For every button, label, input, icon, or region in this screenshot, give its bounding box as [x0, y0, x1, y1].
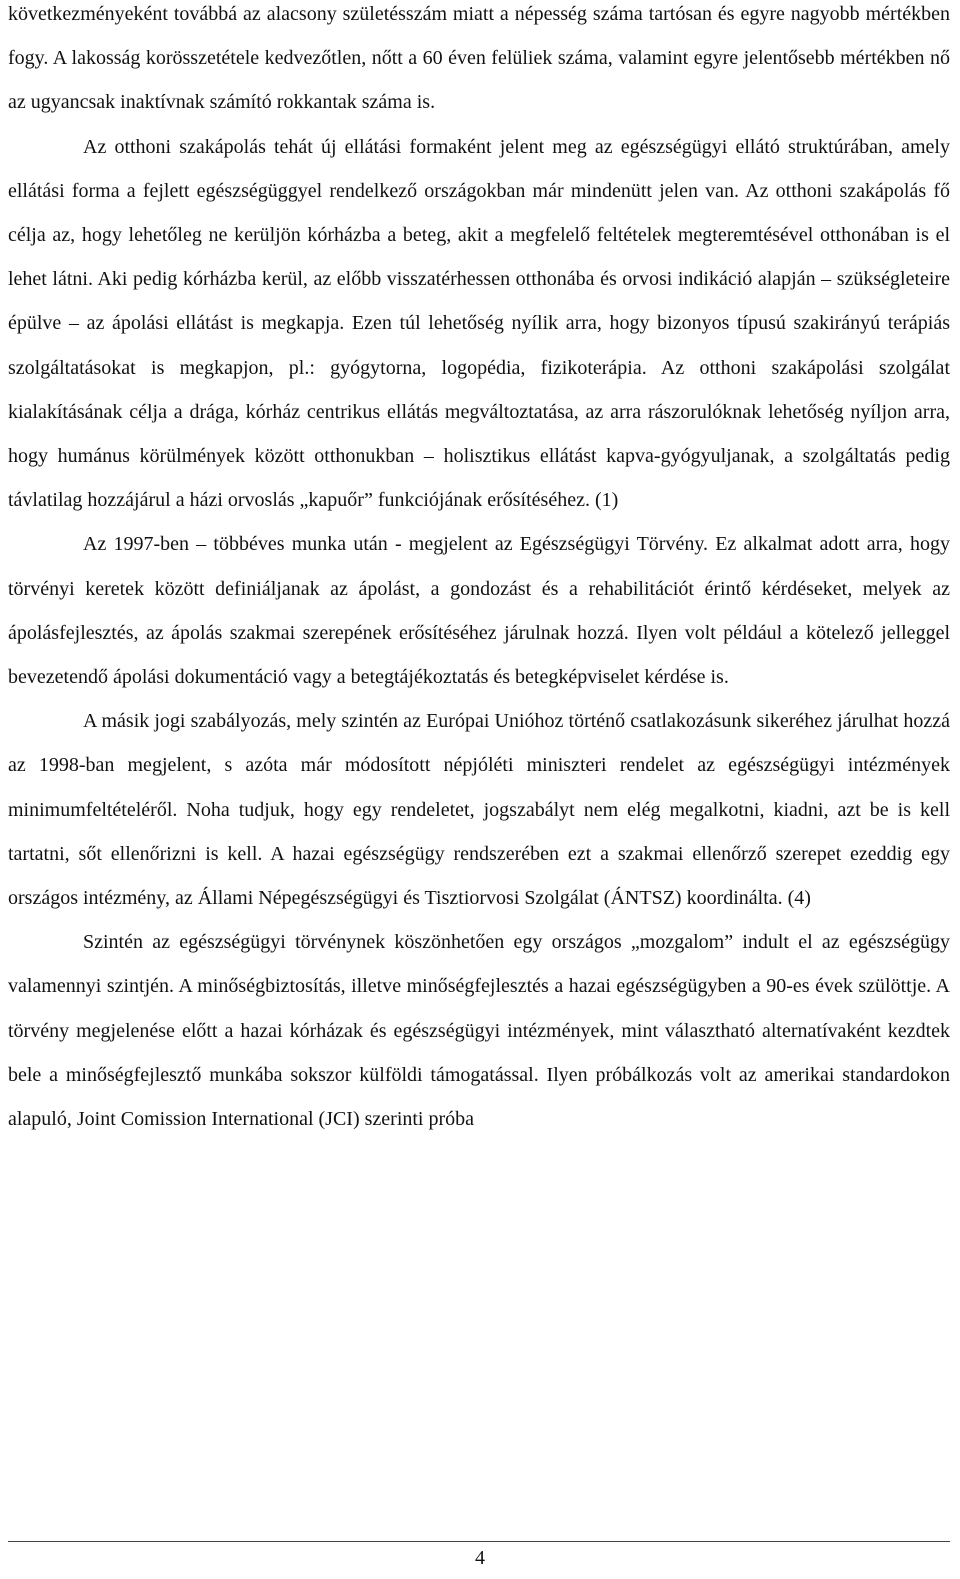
page-number: 4	[475, 1547, 485, 1569]
paragraph-3: Az 1997-ben – többéves munka után - megjelent az Egészségügyi Törvény. Ez alkalmat adott arra, hogy törvényi keretek között definiáljanak az ápolást, a gondozást és a rehabilitációt érintő kérdéseket, melyek az ápolásfejlesztés, az ápolás szakmai szerepének erősítéséhez járulnak hozzá. Ilyen volt például a kötelező jelleggel bevezetendő ápolási dokumentáció vagy a betegtájékoztatás és betegképviselet kérdése is.	[8, 533, 950, 689]
footer-divider	[8, 1541, 950, 1542]
document-page	[8, 0, 950, 1141]
paragraph-5: Szintén az egészségügyi törvénynek köszönhetően egy országos „mozgalom” indult el az egészségügy valamennyi szintjén. A minőségbiztosítás, illetve minőségfejlesztés a hazai egészségügyben a 90-es évek szülöttje. A törvény megjelenése előtt a hazai kórházak és egészségügyi intézmények, mint választható alternatívaként kezdtek bele a minőségfejlesztő munkába sokszor külföldi támogatással. Ilyen próbálkozás volt az amerikai standardokon alapuló, Joint Comission International (JCI) szerinti próba	[8, 931, 950, 1131]
paragraph-2: Az otthoni szakápolás tehát új ellátási formaként jelent meg az egészségügyi ellátó struktúrában, amely ellátási forma a fejlett egészségüggyel rendelkező országokban már mindenütt jelen van. Az otthoni szakápolás fő célja az, hogy lehetőleg ne kerüljön kórházba a beteg, akit a megfelelő feltételek megteremtésével otthonában is el lehet látni. Aki pedig kórházba kerül, az előbb visszatérhessen otthonába és orvosi indikáció alapján – szükségleteire épülve – az ápolási ellátást is megkapja. Ezen túl lehetőség nyílik arra, hogy bizonyos típusú szakirányú terápiás szolgáltatásokat is megkapjon, pl.: gyógytorna, logopédia, fizikoterápia. Az otthoni szakápolási szolgálat kialakításának célja a drága, kórház centrikus ellátás megváltoztatása, az arra rászorulóknak lehetőség nyíljon arra, hogy humánus körülmények között otthonukban – holisztikus ellátást kapva-gyógyuljanak, a szolgáltatás pedig távlatilag hozzájárul a házi orvoslás „kapuőr” funkciójának erősítéséhez. (1)	[8, 135, 950, 512]
paragraph-1: következményeként továbbá az alacsony születésszám miatt a népesség száma tartósan és egyre nagyobb mértékben fogy. A lakosság korösszetétele kedvezőtlen, nőtt a 60 éven felüliek száma, valamint egyre jelentősebb mértékben nő az ugyancsak inaktívnak számító rokkantak száma is.	[8, 3, 950, 114]
paragraph-4: A másik jogi szabályozás, mely szintén az Európai Unióhoz történő csatlakozásunk sikeréhez járulhat hozzá az 1998-ban megjelent, s azóta már módosított népjóléti miniszteri rendelet az egészségügyi intézmények minimumfeltételéről. Noha tudjuk, hogy egy rendeletet, jogszabályt nem elég megalkotni, kiadni, azt be is kell tartatni, sőt ellenőrizni is kell. A hazai egészségügy rendszerében ezt a szakmai ellenőrző szerepet ezeddig egy országos intézmény, az Állami Népegészségügyi és Tisztiorvosi Szolgálat (ÁNTSZ) koordinálta. (4)	[8, 710, 950, 910]
